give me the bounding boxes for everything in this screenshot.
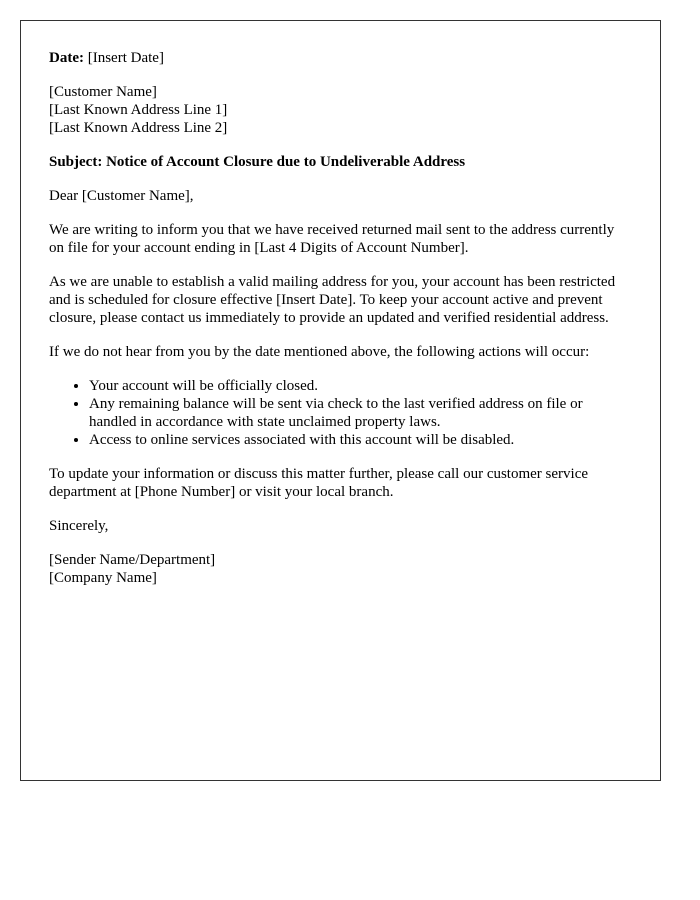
sender-name: [Sender Name/Department] xyxy=(49,552,216,568)
paragraph-restriction: As we are unable to establish a valid mailing address for you, your account has been restricted and is scheduled for closure effective [Insert Date]. To keep your account active and prevent closure, please contact us immediately to provide an updated and verified residential address. xyxy=(49,274,616,326)
date-value: [Insert Date] xyxy=(87,50,164,66)
address-line-2: [Last Known Address Line 2] xyxy=(49,120,228,136)
address-line-1: [Last Known Address Line 1] xyxy=(49,102,228,118)
subject-text: Subject: Notice of Account Closure due to Undeliverable Address xyxy=(49,154,466,170)
sender-block xyxy=(49,551,632,587)
date-label: Date: xyxy=(49,50,84,66)
list-item: • Any remaining balance will be sent via check to the last verified address on file or handled in accordance with state unclaimed property laws. xyxy=(89,395,632,431)
signoff: Sincerely, xyxy=(49,518,109,534)
letter xyxy=(20,20,661,781)
paragraph-actions-intro: If we do not hear from you by the date mentioned above, the following actions will occur: xyxy=(49,344,590,360)
company-name: [Company Name] xyxy=(49,570,157,586)
paragraph-contact: To update your information or discuss this matter further, please call our customer service department at [Phone Number] or visit your local branch. xyxy=(49,466,589,500)
salutation: Dear [Customer Name], xyxy=(49,188,194,204)
actions-list xyxy=(49,377,632,449)
customer-name: [Customer Name] xyxy=(49,84,157,100)
list-item: • Your account will be officially closed. xyxy=(89,377,632,395)
subject-line xyxy=(49,153,632,171)
recipient-address xyxy=(49,83,632,137)
paragraph-returned-mail: We are writing to inform you that we have received returned mail sent to the address currently on file for your account ending in [Last 4 Digits of Account Number]. xyxy=(49,222,615,256)
list-item: • Access to online services associated with this account will be disabled. xyxy=(89,431,632,449)
date-line xyxy=(49,49,632,67)
